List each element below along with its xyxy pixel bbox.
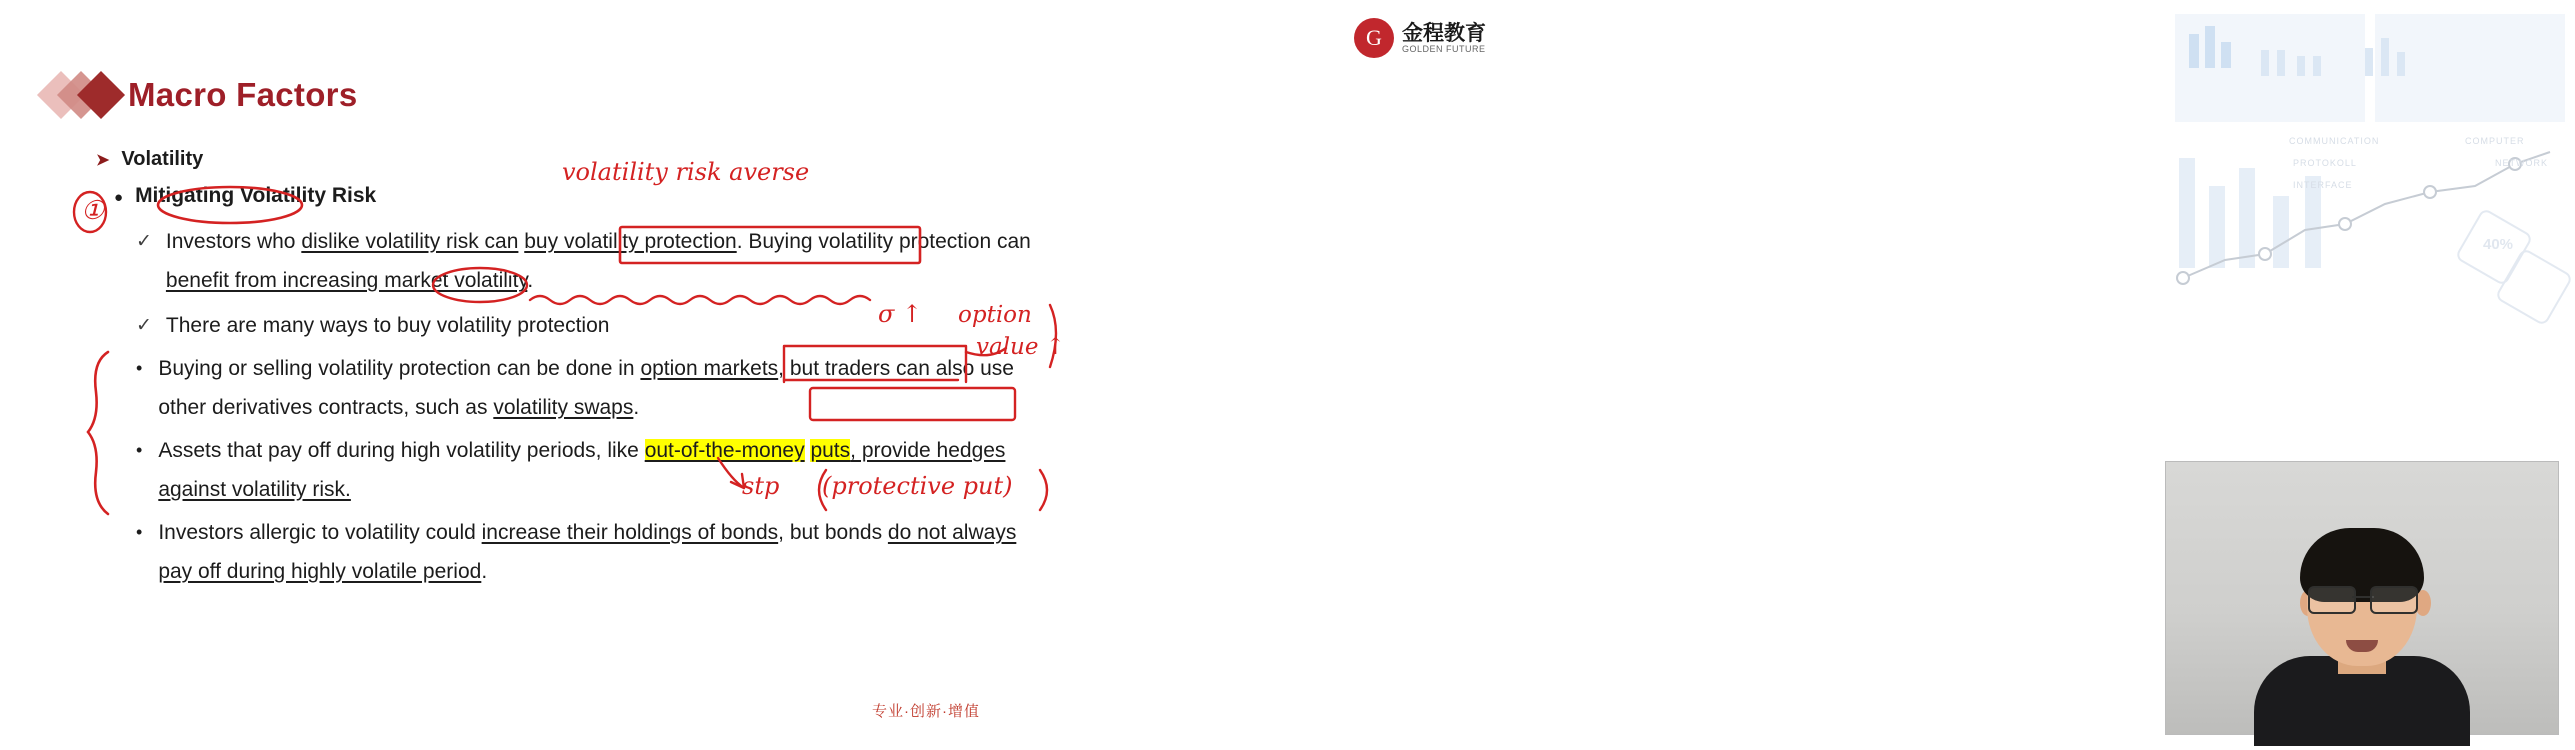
logo-name-en: GOLDEN FUTURE bbox=[1402, 43, 1486, 54]
thumbnail-label-protokoll: PROTOKOLL bbox=[2293, 158, 2357, 168]
bullet-dash-1 bbox=[136, 349, 1046, 427]
page-title: Macro Factors bbox=[128, 76, 358, 113]
text-run: . bbox=[527, 269, 534, 292]
small-bullet-icon: • bbox=[136, 522, 143, 542]
instructor-figure bbox=[2212, 524, 2512, 734]
brand-logo bbox=[1354, 18, 1486, 58]
text-run-underlined: volatility swaps bbox=[493, 396, 634, 419]
text-run: . bbox=[481, 560, 488, 583]
thumbnail-label-network: NETWORK bbox=[2495, 158, 2548, 168]
text-run-highlighted: puts bbox=[810, 439, 851, 462]
glasses-icon bbox=[2308, 586, 2418, 610]
arrow-bullet-icon: ➤ bbox=[96, 152, 110, 169]
text-run: Investors allergic to volatility could bbox=[158, 521, 482, 544]
check-bullet-icon: ✓ bbox=[136, 315, 152, 336]
annotation-circled-one: ① bbox=[81, 196, 105, 226]
annotation-note-protective-put: (protective put) bbox=[822, 472, 1013, 500]
annotation-note-sigma: σ ↑ bbox=[878, 300, 923, 328]
check-bullet-icon: ✓ bbox=[136, 231, 152, 252]
right-panel bbox=[1080, 0, 2548, 750]
bullet-level2-label: Mitigating Volatility Risk bbox=[135, 184, 377, 207]
text-run: , but traders can also use other derivatives contracts, such as bbox=[158, 357, 1014, 419]
text-run: Buying or selling volatility protection can be done in bbox=[158, 357, 641, 380]
text-run-underlined: option markets bbox=[640, 357, 779, 380]
annotation-note-top: volatility risk averse bbox=[562, 158, 810, 186]
text-run-underlined: buy volatility protection bbox=[524, 230, 737, 253]
text-run-underlined: benefit from increasing market volatility bbox=[165, 269, 528, 292]
bullet-level2-mitigating bbox=[114, 184, 1046, 212]
text-run-underlined: do not always pay off during highly volatile period bbox=[158, 521, 1017, 583]
small-bullet-icon: • bbox=[136, 440, 143, 460]
thumbnail-label-computer: COMPUTER bbox=[2465, 136, 2525, 146]
round-bullet-icon: ● bbox=[114, 189, 124, 206]
text-run-underlined: increase their holdings of bonds bbox=[481, 521, 779, 544]
thumbnail-label-communication: COMMUNICATION bbox=[2289, 136, 2380, 146]
annotation-note-option: option bbox=[958, 302, 1032, 328]
text-run: Investors who bbox=[165, 230, 302, 253]
bullet-check-1 bbox=[136, 222, 1046, 300]
slide-title-row bbox=[44, 72, 357, 118]
text-run-highlighted: out-of-the-money bbox=[644, 439, 805, 462]
diamond-decoration-icon bbox=[44, 72, 122, 118]
instructor-video-feed[interactable] bbox=[2165, 461, 2559, 735]
bullet-dash-1-text bbox=[158, 349, 1046, 427]
bullet-dash-3-text bbox=[158, 513, 1046, 591]
text-run: Assets that pay off during high volatility periods, like bbox=[158, 439, 645, 462]
thumbnail-hex-label: 40% bbox=[2483, 236, 2514, 253]
bullet-level1-label: Volatility bbox=[121, 148, 204, 170]
annotation-note-stp: stp bbox=[742, 472, 780, 500]
logo-mark-icon: G bbox=[1354, 18, 1394, 58]
slide-body bbox=[96, 148, 1046, 593]
slide-thumbnail-preview[interactable] bbox=[2165, 8, 2575, 453]
bullet-dash-3 bbox=[136, 513, 1046, 591]
small-bullet-icon: • bbox=[136, 358, 143, 378]
text-run: . bbox=[633, 396, 640, 419]
text-run-underlined: , provide hedges against volatility risk. bbox=[158, 439, 1006, 501]
bullet-check-2-text: There are many ways to buy volatility protection bbox=[165, 314, 610, 337]
text-run-underlined: dislike volatility risk can bbox=[301, 230, 519, 253]
text-run: . Buying volatility protection can bbox=[736, 230, 1031, 253]
thumbnail-label-interface: INTERFACE bbox=[2293, 180, 2353, 190]
slide-canvas bbox=[0, 0, 1080, 750]
text-run: , but bonds bbox=[778, 521, 888, 544]
annotation-note-value: value ↑ bbox=[976, 334, 1066, 360]
slide-footer: 专业·创新·增值 bbox=[872, 703, 980, 720]
bullet-check-1-text bbox=[166, 222, 1046, 300]
logo-name-cn: 金程教育 bbox=[1402, 21, 1486, 45]
